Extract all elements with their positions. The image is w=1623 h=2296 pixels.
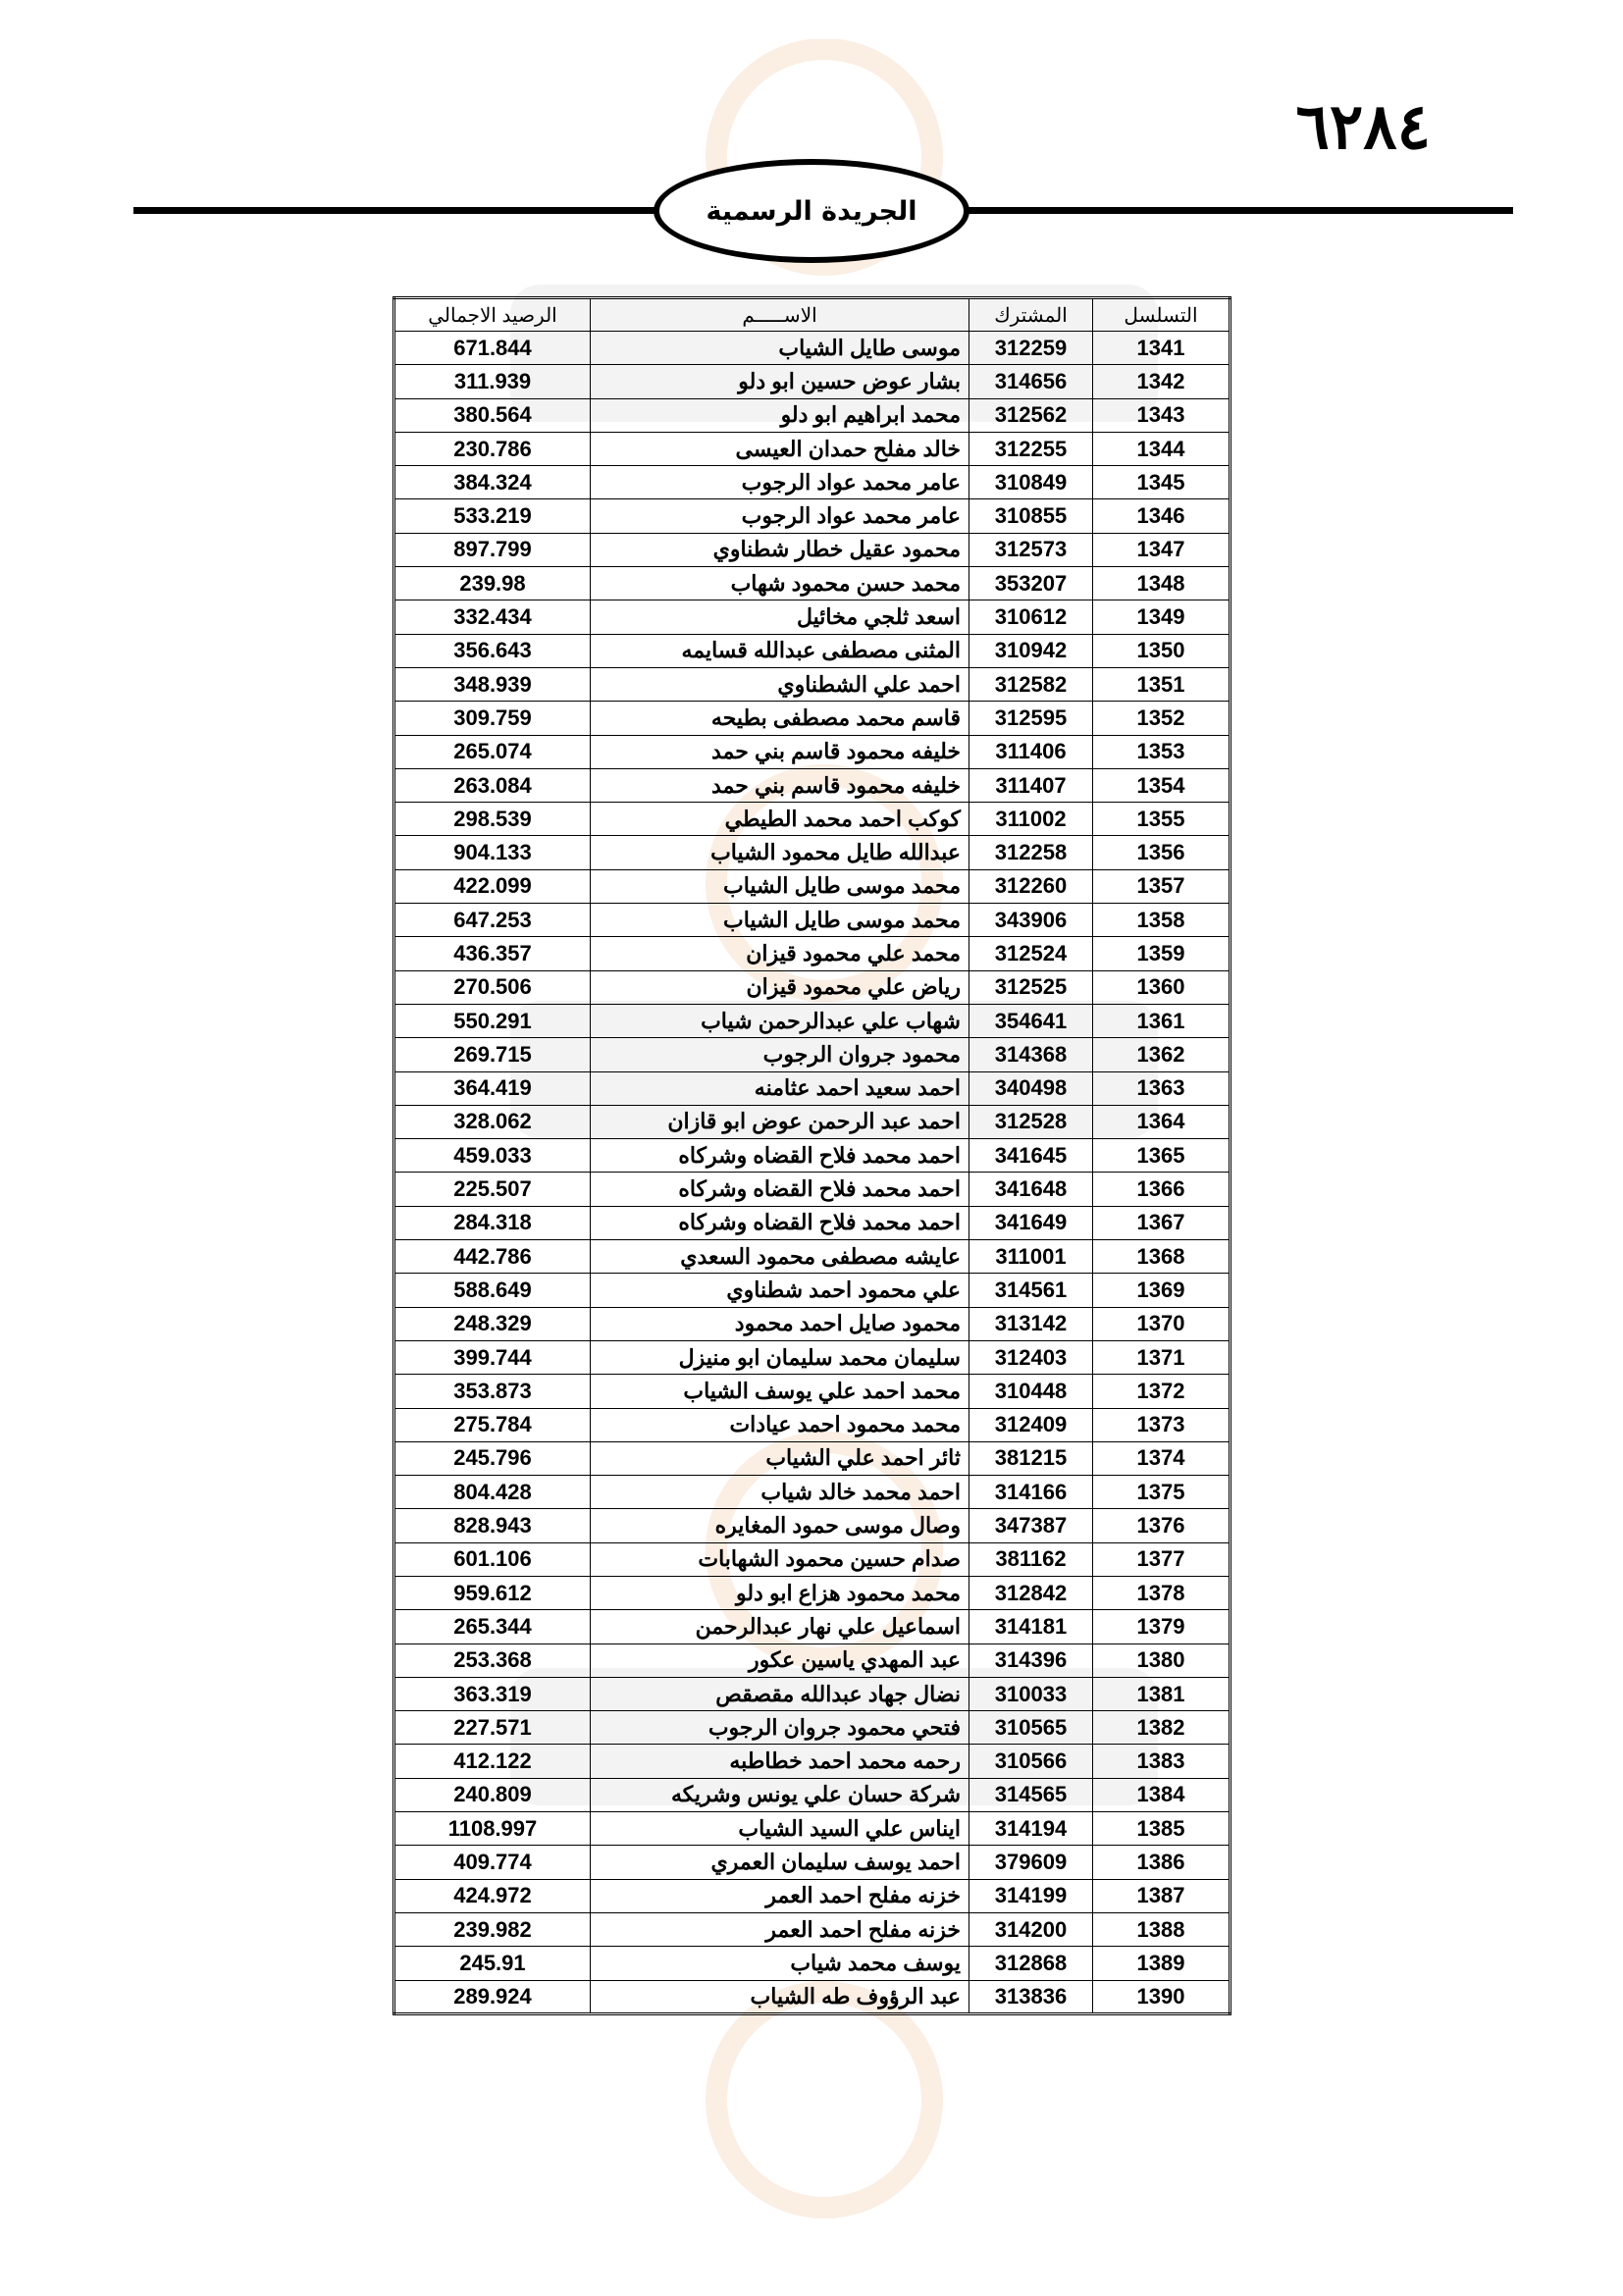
cell-balance: 364.419: [394, 1071, 591, 1105]
cell-subscriber: 313142: [969, 1307, 1093, 1340]
cell-balance: 263.084: [394, 768, 591, 802]
cell-subscriber: 314396: [969, 1644, 1093, 1677]
cell-balance: 265.344: [394, 1610, 591, 1644]
cell-balance: 959.612: [394, 1576, 591, 1609]
cell-sequence: 1351: [1093, 667, 1230, 701]
cell-name: يوسف محمد شياب: [591, 1947, 969, 1980]
cell-subscriber: 314565: [969, 1778, 1093, 1811]
cell-sequence: 1353: [1093, 735, 1230, 768]
cell-subscriber: 353207: [969, 567, 1093, 600]
table-row: [394, 1745, 1230, 1778]
cell-sequence: 1371: [1093, 1340, 1230, 1374]
cell-name: صدام حسين محمود الشهابات: [591, 1542, 969, 1576]
cell-sequence: 1381: [1093, 1677, 1230, 1710]
cell-sequence: 1357: [1093, 869, 1230, 903]
cell-sequence: 1369: [1093, 1274, 1230, 1307]
header-name: الاســـــم: [591, 298, 969, 332]
cell-name: علي محمود احمد شطناوي: [591, 1274, 969, 1307]
table-row: [394, 904, 1230, 937]
cell-balance: 239.98: [394, 567, 591, 600]
cell-name: المثنى مصطفى عبدالله قسايمه: [591, 634, 969, 667]
cell-name: رحمه محمد احمد خطاطبه: [591, 1745, 969, 1778]
cell-sequence: 1352: [1093, 702, 1230, 735]
cell-subscriber: 312582: [969, 667, 1093, 701]
cell-balance: 897.799: [394, 533, 591, 566]
table-row: [394, 1947, 1230, 1980]
cell-name: عبد الرؤوف طه الشياب: [591, 1980, 969, 2013]
cell-subscriber: 312255: [969, 432, 1093, 465]
cell-sequence: 1358: [1093, 904, 1230, 937]
cell-sequence: 1380: [1093, 1644, 1230, 1677]
cell-name: كوكب احمد محمد الطيطي: [591, 803, 969, 836]
cell-name: محمد ابراهيم ابو دلو: [591, 398, 969, 432]
cell-subscriber: 310033: [969, 1677, 1093, 1710]
cell-subscriber: 310612: [969, 600, 1093, 634]
cell-name: نضال جهاد عبدالله مقصقص: [591, 1677, 969, 1710]
cell-sequence: 1389: [1093, 1947, 1230, 1980]
cell-balance: 332.434: [394, 600, 591, 634]
table-row: [394, 1307, 1230, 1340]
cell-sequence: 1374: [1093, 1441, 1230, 1475]
cell-sequence: 1367: [1093, 1206, 1230, 1239]
gazette-title-ellipse: [654, 159, 969, 263]
table-row: [394, 1476, 1230, 1509]
cell-balance: 239.982: [394, 1912, 591, 1946]
table-row: [394, 1004, 1230, 1037]
cell-name: احمد محمد فلاح القضاه وشركاه: [591, 1206, 969, 1239]
cell-subscriber: 312403: [969, 1340, 1093, 1374]
cell-balance: 275.784: [394, 1408, 591, 1441]
cell-subscriber: 314166: [969, 1476, 1093, 1509]
cell-subscriber: 314200: [969, 1912, 1093, 1946]
cell-balance: 601.106: [394, 1542, 591, 1576]
cell-subscriber: 312562: [969, 398, 1093, 432]
cell-balance: 671.844: [394, 332, 591, 365]
cell-name: قاسم محمد مصطفى بطيحه: [591, 702, 969, 735]
table-row: [394, 1375, 1230, 1408]
cell-sequence: 1344: [1093, 432, 1230, 465]
table-row: [394, 1778, 1230, 1811]
cell-name: عايشه مصطفى محمود السعدي: [591, 1240, 969, 1274]
table-row: [394, 1677, 1230, 1710]
table-row: [394, 1240, 1230, 1274]
cell-name: محمد احمد علي يوسف الشياب: [591, 1375, 969, 1408]
cell-balance: 828.943: [394, 1509, 591, 1542]
cell-balance: 363.319: [394, 1677, 591, 1710]
cell-name: احمد سعيد احمد عثامنه: [591, 1071, 969, 1105]
cell-subscriber: 343906: [969, 904, 1093, 937]
cell-name: شركة حسان علي يونس وشريكه: [591, 1778, 969, 1811]
cell-sequence: 1345: [1093, 466, 1230, 499]
cell-balance: 298.539: [394, 803, 591, 836]
cell-subscriber: 314199: [969, 1879, 1093, 1912]
table-row: [394, 1173, 1230, 1206]
cell-name: محمد موسى طايل الشياب: [591, 869, 969, 903]
cell-subscriber: 310855: [969, 499, 1093, 533]
table-row: [394, 365, 1230, 398]
cell-sequence: 1346: [1093, 499, 1230, 533]
cell-sequence: 1362: [1093, 1038, 1230, 1071]
cell-balance: 436.357: [394, 937, 591, 970]
cell-name: محمد علي محمود قيزان: [591, 937, 969, 970]
cell-sequence: 1354: [1093, 768, 1230, 802]
cell-subscriber: 312868: [969, 1947, 1093, 1980]
cell-sequence: 1347: [1093, 533, 1230, 566]
cell-balance: 384.324: [394, 466, 591, 499]
cell-name: سليمان محمد سليمان ابو منيزل: [591, 1340, 969, 1374]
cell-subscriber: 310942: [969, 634, 1093, 667]
cell-balance: 409.774: [394, 1846, 591, 1879]
cell-balance: 245.91: [394, 1947, 591, 1980]
cell-name: محمد حسن محمود شهاب: [591, 567, 969, 600]
cell-sequence: 1341: [1093, 332, 1230, 365]
cell-subscriber: 312525: [969, 970, 1093, 1004]
cell-subscriber: 310565: [969, 1711, 1093, 1745]
cell-name: رياض علي محمود قيزان: [591, 970, 969, 1004]
cell-sequence: 1388: [1093, 1912, 1230, 1946]
cell-sequence: 1390: [1093, 1980, 1230, 2013]
cell-subscriber: 312528: [969, 1105, 1093, 1138]
cell-subscriber: 310849: [969, 466, 1093, 499]
cell-sequence: 1343: [1093, 398, 1230, 432]
cell-subscriber: 341649: [969, 1206, 1093, 1239]
cell-balance: 225.507: [394, 1173, 591, 1206]
cell-balance: 309.759: [394, 702, 591, 735]
cell-name: محمود عقيل خطار شطناوي: [591, 533, 969, 566]
cell-sequence: 1379: [1093, 1610, 1230, 1644]
table-row: [394, 869, 1230, 903]
cell-name: عامر محمد عواد الرجوب: [591, 466, 969, 499]
header-balance: الرصيد الاجمالي: [394, 298, 591, 332]
cell-subscriber: 314194: [969, 1812, 1093, 1846]
table-row: [394, 1912, 1230, 1946]
cell-name: خالد مفلح حمدان العيسى: [591, 432, 969, 465]
subscribers-table: [393, 296, 1231, 2015]
table-body: [394, 332, 1230, 2014]
cell-balance: 328.062: [394, 1105, 591, 1138]
cell-name: عامر محمد عواد الرجوب: [591, 499, 969, 533]
table-row: [394, 1846, 1230, 1879]
cell-name: احمد محمد خالد شياب: [591, 1476, 969, 1509]
cell-subscriber: 312409: [969, 1408, 1093, 1441]
cell-balance: 422.099: [394, 869, 591, 903]
cell-name: وصال موسى حمود المغايره: [591, 1509, 969, 1542]
cell-balance: 253.368: [394, 1644, 591, 1677]
cell-name: خليفه محمود قاسم بني حمد: [591, 768, 969, 802]
cell-subscriber: 314181: [969, 1610, 1093, 1644]
cell-name: بشار عوض حسين ابو دلو: [591, 365, 969, 398]
cell-sequence: 1382: [1093, 1711, 1230, 1745]
cell-subscriber: 379609: [969, 1846, 1093, 1879]
cell-subscriber: 314561: [969, 1274, 1093, 1307]
cell-subscriber: 341645: [969, 1139, 1093, 1173]
cell-sequence: 1386: [1093, 1846, 1230, 1879]
cell-name: احمد محمد فلاح القضاه وشركاه: [591, 1139, 969, 1173]
table-row: [394, 1139, 1230, 1173]
cell-sequence: 1366: [1093, 1173, 1230, 1206]
cell-balance: 269.715: [394, 1038, 591, 1071]
table-row: [394, 600, 1230, 634]
cell-subscriber: 314656: [969, 365, 1093, 398]
table-row: [394, 1980, 1230, 2013]
cell-name: محمد محمود احمد عيادات: [591, 1408, 969, 1441]
cell-balance: 348.939: [394, 667, 591, 701]
cell-balance: 1108.997: [394, 1812, 591, 1846]
cell-name: عبد المهدي ياسين عكور: [591, 1644, 969, 1677]
cell-name: شهاب علي عبدالرحمن شياب: [591, 1004, 969, 1037]
cell-balance: 284.318: [394, 1206, 591, 1239]
table-row: [394, 1711, 1230, 1745]
cell-balance: 442.786: [394, 1240, 591, 1274]
cell-sequence: 1364: [1093, 1105, 1230, 1138]
table-row: [394, 332, 1230, 365]
cell-balance: 289.924: [394, 1980, 591, 2013]
cell-subscriber: 310448: [969, 1375, 1093, 1408]
table-row: [394, 1441, 1230, 1475]
cell-name: ايناس علي السيد الشياب: [591, 1812, 969, 1846]
cell-name: فتحي محمود جروان الرجوب: [591, 1711, 969, 1745]
header-sequence: التسلسل: [1093, 298, 1230, 332]
cell-balance: 227.571: [394, 1711, 591, 1745]
cell-name: موسى طايل الشياب: [591, 332, 969, 365]
cell-sequence: 1373: [1093, 1408, 1230, 1441]
table-row: [394, 1340, 1230, 1374]
cell-balance: 311.939: [394, 365, 591, 398]
table-row: [394, 735, 1230, 768]
table-row: [394, 1576, 1230, 1609]
cell-name: خليفه محمود قاسم بني حمد: [591, 735, 969, 768]
cell-balance: 245.796: [394, 1441, 591, 1475]
cell-subscriber: 312595: [969, 702, 1093, 735]
table-row: [394, 1038, 1230, 1071]
cell-name: محمد محمود هزاع ابو دلو: [591, 1576, 969, 1609]
table-row: [394, 466, 1230, 499]
cell-subscriber: 381162: [969, 1542, 1093, 1576]
cell-sequence: 1387: [1093, 1879, 1230, 1912]
table-row: [394, 634, 1230, 667]
cell-subscriber: 311002: [969, 803, 1093, 836]
cell-sequence: 1359: [1093, 937, 1230, 970]
cell-subscriber: 312260: [969, 869, 1093, 903]
cell-subscriber: 312842: [969, 1576, 1093, 1609]
cell-name: احمد عبد الرحمن عوض ابو قازان: [591, 1105, 969, 1138]
cell-subscriber: 311001: [969, 1240, 1093, 1274]
table-row: [394, 1610, 1230, 1644]
cell-name: خزنه مفلح احمد العمر: [591, 1879, 969, 1912]
cell-sequence: 1378: [1093, 1576, 1230, 1609]
cell-balance: 230.786: [394, 432, 591, 465]
table-row: [394, 768, 1230, 802]
cell-sequence: 1368: [1093, 1240, 1230, 1274]
cell-name: عبدالله طايل محمود الشياب: [591, 836, 969, 869]
table-row: [394, 836, 1230, 869]
table-row: [394, 667, 1230, 701]
cell-sequence: 1361: [1093, 1004, 1230, 1037]
table-row: [394, 1206, 1230, 1239]
cell-sequence: 1376: [1093, 1509, 1230, 1542]
cell-subscriber: 311406: [969, 735, 1093, 768]
cell-sequence: 1365: [1093, 1139, 1230, 1173]
cell-sequence: 1342: [1093, 365, 1230, 398]
table-row: [394, 499, 1230, 533]
cell-name: احمد يوسف سليمان العمري: [591, 1846, 969, 1879]
cell-balance: 533.219: [394, 499, 591, 533]
cell-balance: 424.972: [394, 1879, 591, 1912]
cell-sequence: 1385: [1093, 1812, 1230, 1846]
cell-name: اسماعيل علي نهار عبدالرحمن: [591, 1610, 969, 1644]
table-row: [394, 1274, 1230, 1307]
table-row: [394, 702, 1230, 735]
table-row: [394, 1071, 1230, 1105]
cell-subscriber: 314368: [969, 1038, 1093, 1071]
cell-subscriber: 311407: [969, 768, 1093, 802]
cell-balance: 904.133: [394, 836, 591, 869]
cell-subscriber: 340498: [969, 1071, 1093, 1105]
cell-subscriber: 312524: [969, 937, 1093, 970]
table-row: [394, 1509, 1230, 1542]
table-row: [394, 533, 1230, 566]
cell-name: احمد محمد فلاح القضاه وشركاه: [591, 1173, 969, 1206]
gazette-title: الجريدة الرسمية: [706, 195, 917, 227]
cell-name: اسعد ثلجي مخائيل: [591, 600, 969, 634]
cell-sequence: 1372: [1093, 1375, 1230, 1408]
cell-name: محمد موسى طايل الشياب: [591, 904, 969, 937]
cell-name: ثائر احمد علي الشياب: [591, 1441, 969, 1475]
cell-balance: 380.564: [394, 398, 591, 432]
cell-subscriber: 310566: [969, 1745, 1093, 1778]
cell-sequence: 1355: [1093, 803, 1230, 836]
table-row: [394, 567, 1230, 600]
cell-subscriber: 312259: [969, 332, 1093, 365]
cell-sequence: 1384: [1093, 1778, 1230, 1811]
page-number: ٦٢٨٤: [1295, 90, 1431, 164]
cell-balance: 356.643: [394, 634, 591, 667]
table-row: [394, 937, 1230, 970]
cell-sequence: 1360: [1093, 970, 1230, 1004]
cell-sequence: 1375: [1093, 1476, 1230, 1509]
cell-balance: 647.253: [394, 904, 591, 937]
cell-balance: 248.329: [394, 1307, 591, 1340]
cell-sequence: 1350: [1093, 634, 1230, 667]
cell-balance: 399.744: [394, 1340, 591, 1374]
cell-subscriber: 341648: [969, 1173, 1093, 1206]
table-row: [394, 1408, 1230, 1441]
cell-balance: 265.074: [394, 735, 591, 768]
table-row: [394, 803, 1230, 836]
cell-subscriber: 347387: [969, 1509, 1093, 1542]
table-header-row: [394, 298, 1230, 332]
cell-subscriber: 381215: [969, 1441, 1093, 1475]
cell-name: خزنه مفلح احمد العمر: [591, 1912, 969, 1946]
table-row: [394, 1644, 1230, 1677]
table-row: [394, 970, 1230, 1004]
cell-subscriber: 312258: [969, 836, 1093, 869]
cell-name: محمود صايل احمد محمود: [591, 1307, 969, 1340]
cell-sequence: 1377: [1093, 1542, 1230, 1576]
cell-subscriber: 354641: [969, 1004, 1093, 1037]
cell-sequence: 1348: [1093, 567, 1230, 600]
cell-balance: 353.873: [394, 1375, 591, 1408]
table-row: [394, 1542, 1230, 1576]
cell-sequence: 1383: [1093, 1745, 1230, 1778]
table-row: [394, 1812, 1230, 1846]
cell-balance: 412.122: [394, 1745, 591, 1778]
header-subscriber: المشترك: [969, 298, 1093, 332]
cell-balance: 240.809: [394, 1778, 591, 1811]
cell-sequence: 1363: [1093, 1071, 1230, 1105]
cell-subscriber: 313836: [969, 1980, 1093, 2013]
cell-subscriber: 312573: [969, 533, 1093, 566]
cell-balance: 270.506: [394, 970, 591, 1004]
cell-balance: 804.428: [394, 1476, 591, 1509]
cell-name: احمد علي الشطناوي: [591, 667, 969, 701]
cell-balance: 588.649: [394, 1274, 591, 1307]
table-row: [394, 398, 1230, 432]
cell-sequence: 1356: [1093, 836, 1230, 869]
cell-sequence: 1349: [1093, 600, 1230, 634]
cell-balance: 459.033: [394, 1139, 591, 1173]
table-row: [394, 432, 1230, 465]
cell-balance: 550.291: [394, 1004, 591, 1037]
table-row: [394, 1879, 1230, 1912]
cell-sequence: 1370: [1093, 1307, 1230, 1340]
cell-name: محمود جروان الرجوب: [591, 1038, 969, 1071]
table-row: [394, 1105, 1230, 1138]
